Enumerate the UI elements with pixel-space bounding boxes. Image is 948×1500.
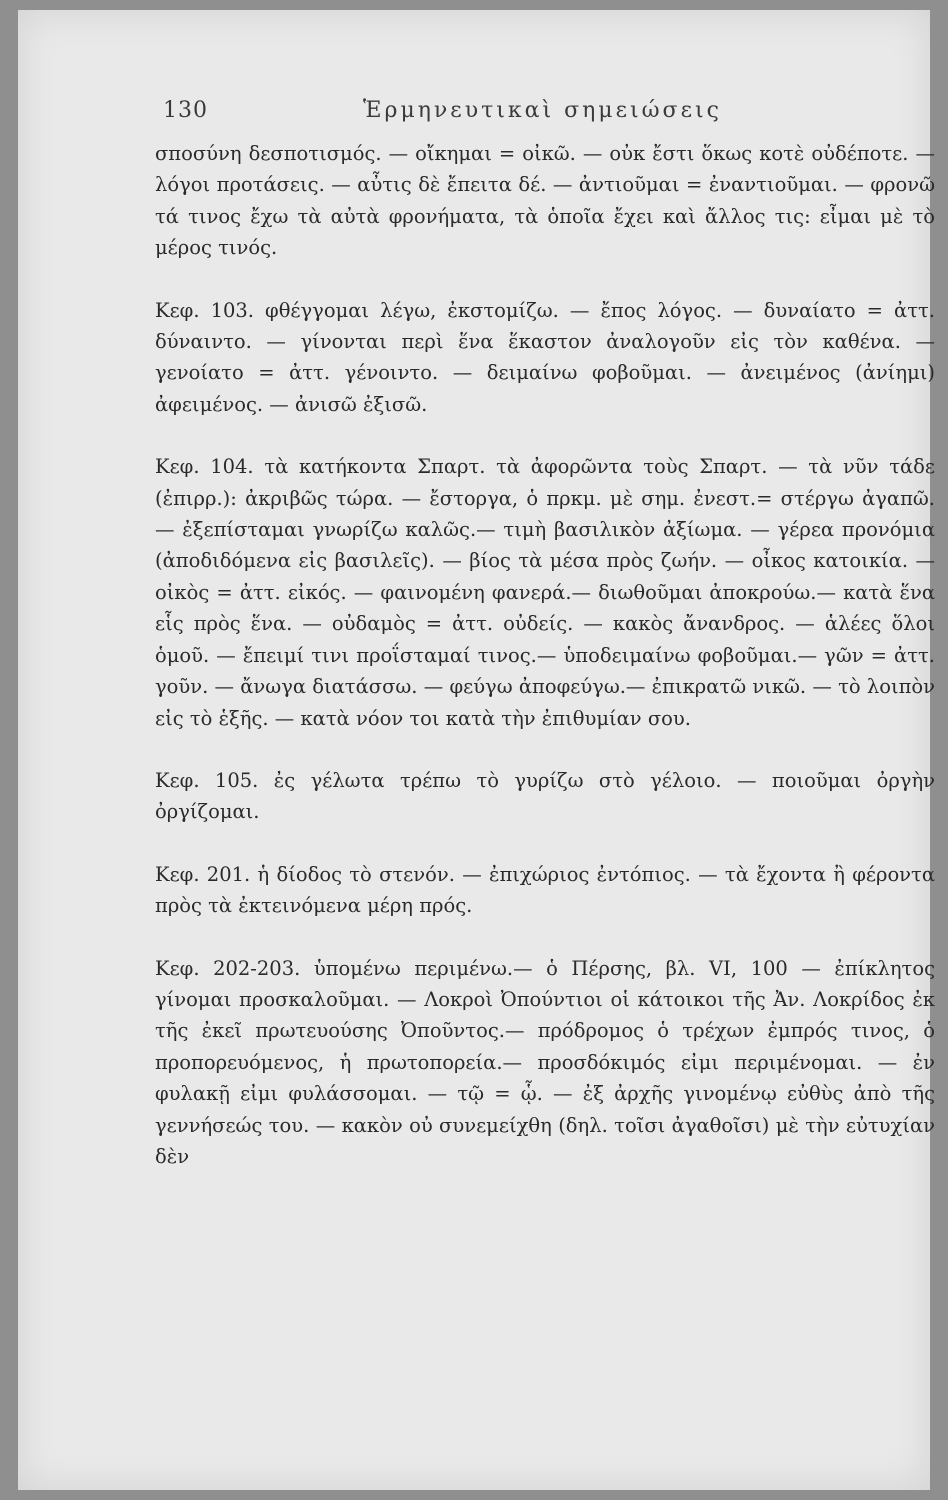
page-body: [155, 138, 935, 1172]
paragraph-intro: σποσύνη δεσποτισμός. — οἴκημαι = οἰκῶ. — οὐκ ἔστι ὅκως κοτὲ οὐδέποτε. — λόγοι προτάσεις. — αὖτις δὲ ἔπειτα δέ. — ἀντιοῦμαι = ἐναντιοῦμαι. — φρονῶ τά τινος ἔχω τὰ αὐτὰ φρονήματα, τὰ ὁποῖα ἔχει καὶ ἄλλος τις: εἶμαι μὲ τὸ μέρος τινός.: [155, 142, 935, 260]
paragraph-ch103: Κεφ. 103. φθέγγομαι λέγω, ἐκστομίζω. — ἔπος λόγος. — δυναίατο = ἀττ. δύναιντο. — γίνονται περὶ ἕνα ἕκαστον ἀναλογοῦν εἰς τὸν καθένα. — γενοίατο = ἀττ. γένοιντο. — δειμαίνω φοβοῦμαι. — ἀνειμένος (ἀνίημι) ἀφειμένος. — ἀνισῶ ἐξισῶ.: [155, 298, 935, 416]
paragraph-ch105: Κεφ. 105. ἐς γέλωτα τρέπω τὸ γυρίζω στὸ γέλοιο. — ποιοῦμαι ὀργὴν ὀργίζομαι.: [155, 768, 935, 824]
paragraph-ch201: Κεφ. 201. ἡ δίοδος τὸ στενόν. — ἐπιχώριος ἐντόπιος. — τὰ ἔχοντα ἢ φέροντα πρὸς τὰ ἐκτεινόμενα μέρη πρός.: [155, 862, 935, 918]
book-page: [18, 10, 935, 1490]
page-number: 130: [163, 98, 208, 123]
paragraph-ch104: Κεφ. 104. τὰ κατήκοντα Σπαρτ. τὰ ἀφορῶντα τοὺς Σπαρτ. — τὰ νῦν τάδε (ἐπιρρ.): ἀκριβῶς τώρα. — ἔστοργα, ὁ πρκμ. μὲ σημ. ἐνεστ.= στέργω ἀγαπῶ. — ἐξεπίσταμαι γνωρίζω καλῶς.— τιμὴ βασιλικὸν ἀξίωμα. — γέρεα προνόμια (ἀποδιδόμενα εἰς βασιλεῖς). — βίος τὰ μέσα πρὸς ζωήν. — οἶκος κατοικία. — οἰκὸς = ἀττ. εἰκός. — φαινομένη φανερά.— διωθοῦμαι ἀποκρούω.— κατὰ ἕνα εἷς πρὸς ἕνα. — οὐδαμὸς = ἀττ. οὐδείς. — κακὸς ἄνανδρος. — ἁλέες ὅλοι ὁμοῦ. — ἔπειμί τινι προΐσταμαί τινος.— ὑποδειμαίνω φοβοῦμαι.— γῶν = ἀττ. γοῦν. — ἄνωγα διατάσσω. — φεύγω ἀποφεύγω.— ἐπικρατῶ νικῶ. — τὸ λοιπὸν εἰς τὸ ἑξῆς. — κατὰ νόον τοι κατὰ τὴν ἐπιθυμίαν σου.: [155, 455, 935, 730]
paragraph-ch202-203: Κεφ. 202-203. ὑπομένω περιμένω.— ὁ Πέρσης, βλ. VI, 100 — ἐπίκλητος γίνομαι προσκαλοῦμαι. — Λοκροὶ Ὀπούντιοι οἱ κάτοικοι τῆς Ἀν. Λοκρίδος ἐκ τῆς ἐκεῖ πρωτευούσης Ὀποῦντος.— πρόδρομος ὁ τρέχων ἐμπρός τινος, ὁ προπορευόμενος, ἡ πρωτοπορεία.— προσδόκιμός εἰμι περιμένομαι. — ἐν φυλακῇ εἰμι φυλάσσομαι. — τῷ = ᾧ. — ἐξ ἀρχῆς γινομένῳ εὐθὺς ἀπὸ τῆς γεννήσεώς του. — κακὸν οὐ συνεμείχθη (δηλ. τοῖσι ἀγαθοῖσι) μὲ τὴν εὐτυχίαν δὲν: [155, 956, 935, 1168]
running-title: Ἑρμηνευτικαὶ σημειώσεις: [363, 98, 722, 123]
